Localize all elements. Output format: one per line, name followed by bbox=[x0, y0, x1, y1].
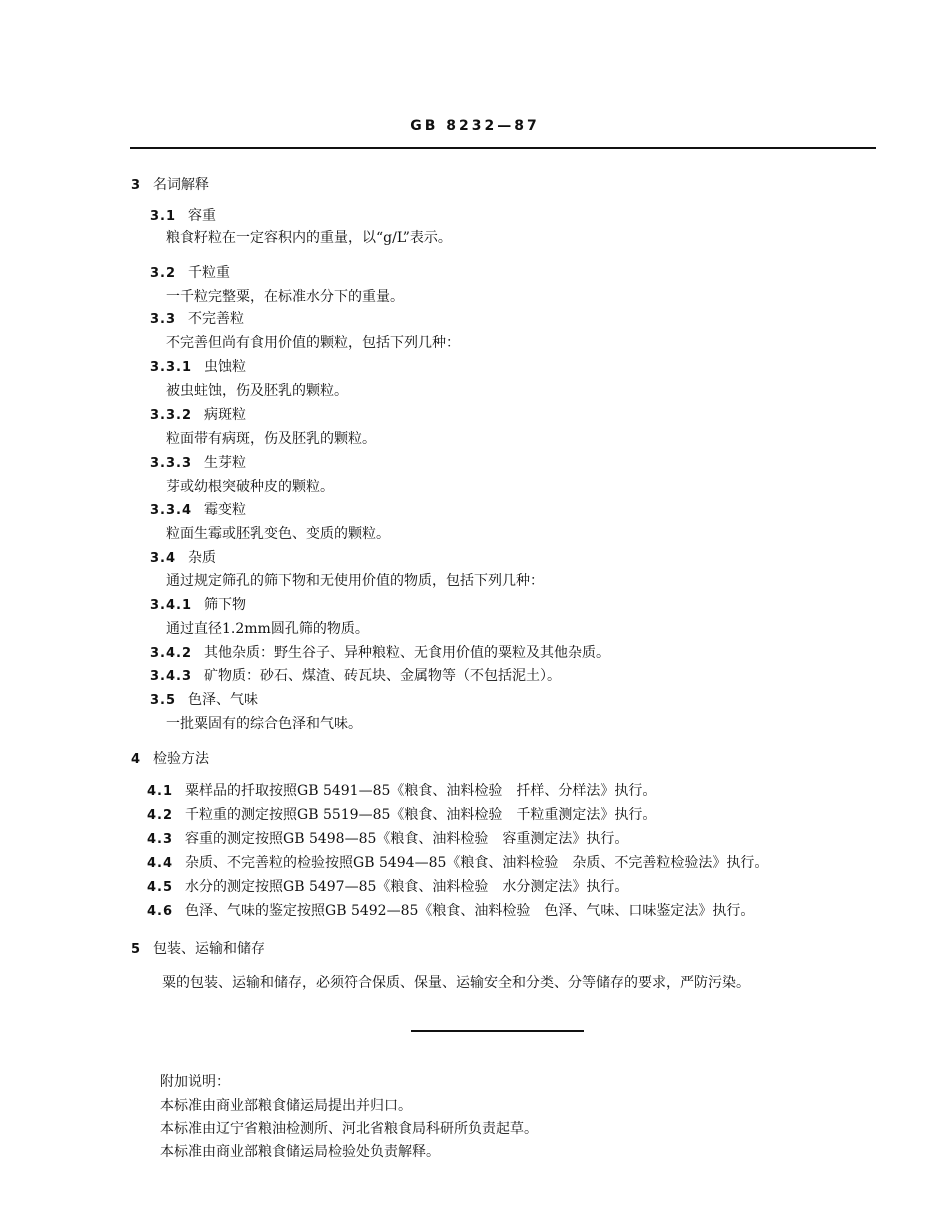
section-4-heading bbox=[131, 749, 209, 769]
clause-text: 千粒重的测定按照GB 5519—85《粮食、油料检验 千粒重测定法》执行。 bbox=[185, 807, 657, 823]
clause-title: 生芽粒 bbox=[204, 455, 247, 471]
clause-number: 3.1 bbox=[150, 209, 177, 224]
clause-3-3-4-body: 粒面生霉或胚乳变色、变质的颗粒。 bbox=[166, 526, 390, 542]
clause-title: 筛下物 bbox=[204, 597, 247, 613]
clause-number: 4.3 bbox=[147, 832, 174, 847]
clause-3-4-2 bbox=[150, 643, 610, 663]
clause-4-4 bbox=[147, 853, 768, 873]
clause-3-5-body: 一批粟固有的综合色泽和气味。 bbox=[166, 716, 362, 732]
header-rule bbox=[130, 147, 876, 149]
clause-number: 4.4 bbox=[147, 856, 174, 871]
clause-3-4-1-body: 通过直径1.2mm圆孔筛的物质。 bbox=[166, 621, 369, 637]
section-title: 检验方法 bbox=[153, 751, 210, 767]
clause-text: 容重的测定按照GB 5498—85《粮食、油料检验 容重测定法》执行。 bbox=[185, 831, 629, 847]
clause-4-6 bbox=[147, 901, 754, 921]
clause-number: 3.3.3 bbox=[150, 456, 193, 471]
clause-3-4-body: 通过规定筛孔的筛下物和无使用价值的物质，包括下列几种： bbox=[166, 573, 544, 589]
note-line: 本标准由商业部粮食储运局提出并归口。 bbox=[160, 1098, 412, 1114]
clause-title: 病斑粒 bbox=[204, 407, 247, 423]
clause-3-3-3-heading bbox=[150, 453, 246, 473]
clause-3-2-body: 一千粒完整粟，在标准水分下的重量。 bbox=[166, 289, 404, 305]
section-title: 包装、运输和储存 bbox=[153, 941, 266, 957]
clause-title: 杂质 bbox=[188, 550, 217, 566]
clause-text: 粟样品的扦取按照GB 5491—85《粮食、油料检验 扦样、分样法》执行。 bbox=[185, 783, 657, 799]
clause-number: 4.5 bbox=[147, 880, 174, 895]
clause-title: 不完善粒 bbox=[188, 311, 245, 327]
clause-title: 容重 bbox=[188, 208, 217, 224]
clause-4-5 bbox=[147, 877, 628, 897]
clause-number: 3.3.2 bbox=[150, 408, 193, 423]
note-line: 本标准由辽宁省粮油检测所、河北省粮食局科研所负责起草。 bbox=[160, 1121, 538, 1137]
clause-number: 3.3 bbox=[150, 312, 177, 327]
clause-3-3-2-body: 粒面带有病斑，伤及胚乳的颗粒。 bbox=[166, 431, 376, 447]
document-header bbox=[0, 118, 950, 142]
section-number: 4 bbox=[131, 752, 142, 767]
clause-3-1-body: 粮食籽粒在一定容积内的重量，以“g/L”表示。 bbox=[166, 230, 452, 246]
section-3-heading bbox=[131, 175, 209, 195]
clause-text: 矿物质：砂石、煤渣、砖瓦块、金属物等（不包括泥土）。 bbox=[204, 668, 562, 684]
clause-number: 3.4.1 bbox=[150, 598, 193, 613]
clause-text: 水分的测定按照GB 5497—85《粮食、油料检验 水分测定法》执行。 bbox=[185, 879, 629, 895]
clause-3-4-1-heading bbox=[150, 595, 246, 615]
end-rule bbox=[411, 1030, 584, 1032]
clause-title: 虫蚀粒 bbox=[204, 359, 247, 375]
section-number: 5 bbox=[131, 942, 142, 957]
clause-number: 3.4.3 bbox=[150, 669, 193, 684]
clause-3-4-3 bbox=[150, 666, 561, 686]
standard-code: GB 8232—87 bbox=[410, 118, 540, 134]
clause-3-3-3-body: 芽或幼根突破种皮的颗粒。 bbox=[166, 479, 334, 495]
clause-text: 色泽、气味的鉴定按照GB 5492—85《粮食、油料检验 色泽、气味、口味鉴定法》执行。 bbox=[185, 903, 755, 919]
clause-4-1 bbox=[147, 781, 656, 801]
clause-3-3-body: 不完善但尚有食用价值的颗粒，包括下列几种： bbox=[166, 335, 460, 351]
clause-title: 千粒重 bbox=[188, 265, 231, 281]
clause-text: 杂质、不完善粒的检验按照GB 5494—85《粮食、油料检验 杂质、不完善粒检验法》执行。 bbox=[185, 855, 769, 871]
clause-number: 3.3.1 bbox=[150, 360, 193, 375]
section-title: 名词解释 bbox=[153, 177, 210, 193]
clause-3-5-heading bbox=[150, 690, 258, 710]
clause-3-3-1-body: 被虫蛀蚀，伤及胚乳的颗粒。 bbox=[166, 383, 348, 399]
clause-number: 3.5 bbox=[150, 693, 177, 708]
clause-3-2-heading bbox=[150, 263, 230, 283]
clause-number: 4.1 bbox=[147, 784, 174, 799]
section-5-body: 粟的包装、运输和储存，必须符合保质、保量、运输安全和分类、分等储存的要求，严防污染。 bbox=[162, 975, 750, 991]
clause-3-3-1-heading bbox=[150, 357, 246, 377]
clause-4-2 bbox=[147, 805, 656, 825]
section-number: 3 bbox=[131, 178, 142, 193]
clause-3-3-heading bbox=[150, 309, 244, 329]
clause-3-3-2-heading bbox=[150, 405, 246, 425]
clause-number: 4.6 bbox=[147, 904, 174, 919]
clause-title: 霉变粒 bbox=[204, 502, 247, 518]
note-line: 本标准由商业部粮食储运局检验处负责解释。 bbox=[160, 1144, 440, 1160]
clause-number: 4.2 bbox=[147, 808, 174, 823]
clause-number: 3.2 bbox=[150, 266, 177, 281]
clause-number: 3.4.2 bbox=[150, 646, 193, 661]
clause-4-3 bbox=[147, 829, 628, 849]
notes-title: 附加说明： bbox=[160, 1074, 230, 1090]
clause-3-3-4-heading bbox=[150, 500, 246, 520]
clause-3-1-heading bbox=[150, 206, 216, 226]
clause-number: 3.3.4 bbox=[150, 503, 193, 518]
clause-text: 其他杂质：野生谷子、异种粮粒、无食用价值的粟粒及其他杂质。 bbox=[204, 645, 611, 661]
clause-3-4-heading bbox=[150, 548, 216, 568]
clause-title: 色泽、气味 bbox=[188, 692, 259, 708]
clause-number: 3.4 bbox=[150, 551, 177, 566]
section-5-heading bbox=[131, 939, 265, 959]
